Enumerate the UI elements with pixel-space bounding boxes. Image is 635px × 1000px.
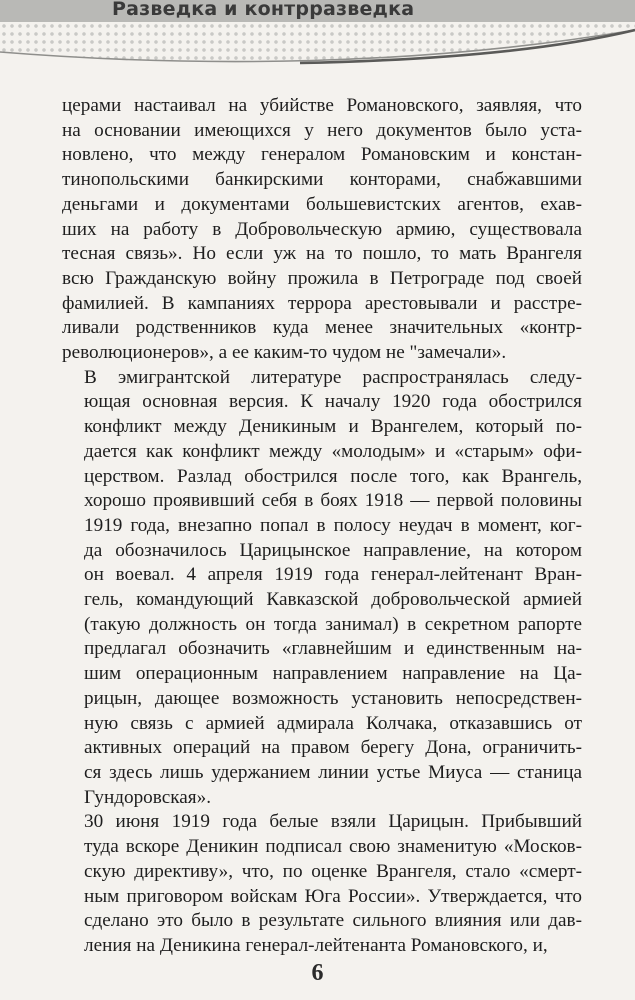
text-line: скую директиву», что, по оценке Врангеля, стало «смерт- bbox=[84, 860, 582, 882]
body-text bbox=[62, 94, 582, 959]
text-line: церством. Разлад обострился после того, как Врангель, bbox=[84, 465, 582, 487]
text-line: ным приговором войскам Юга России». Утверждается, что bbox=[84, 885, 582, 907]
text-line: фамилией. В кампаниях террора арестовывали и расстре- bbox=[62, 292, 582, 314]
text-line: Гундоровская». bbox=[84, 786, 211, 808]
paragraph bbox=[62, 94, 582, 366]
text-line: новлено, что между генералом Романовским и констан- bbox=[62, 144, 582, 166]
text-line: деньгами и документами большевистских агентов, ехав- bbox=[62, 193, 582, 215]
text-line: активных операций на правом берегу Дона, ограничить- bbox=[84, 737, 582, 759]
text-line: ших на работу в Добровольческую армию, существовала bbox=[62, 218, 582, 240]
text-line: да обозначилось Царицынское направление, на котором bbox=[84, 539, 582, 561]
text-line: хорошо проявивший себя в боях 1918 — первой половины bbox=[84, 490, 582, 512]
text-line: всю Гражданскую войну прожила в Петрограде под своей bbox=[62, 267, 582, 289]
text-line: конфликт между Деникиным и Врангелем, который по- bbox=[84, 416, 582, 438]
text-line: рицын, дающее возможность установить непосредствен- bbox=[84, 687, 582, 709]
text-line: предлагал обозначить «главнейшим и единственным на- bbox=[84, 638, 582, 660]
page-number: 6 bbox=[311, 960, 324, 986]
paragraph bbox=[62, 810, 582, 958]
text-line: он воевал. 4 апреля 1919 года генерал-лейтенант Вран- bbox=[84, 564, 582, 586]
text-line: шим операционным направлением направление на Ца- bbox=[84, 663, 582, 685]
text-line: 30 июня 1919 года белые взяли Царицын. Прибывший bbox=[84, 811, 582, 833]
text-line: ную связь с армией адмирала Колчака, отказавшись от bbox=[84, 712, 582, 734]
text-line: гель, командующий Кавказской добровольческой армией bbox=[84, 589, 582, 611]
text-line: сделано это было в результате сильного влияния или дав- bbox=[84, 910, 582, 932]
running-header bbox=[0, 0, 635, 80]
text-line: ся здесь лишь удержанием линии устье Миуса — станица bbox=[84, 761, 582, 783]
text-line: на основании имеющихся у него документов было уста- bbox=[62, 119, 582, 141]
text-line: В эмигрантской литературе распространялась следу- bbox=[84, 366, 582, 388]
text-line: туда вскоре Деникин подписал свою знаменитую «Москов- bbox=[84, 836, 582, 858]
text-line: церами настаивал на убийстве Романовского, заявляя, что bbox=[62, 95, 582, 116]
paragraph bbox=[62, 366, 582, 811]
text-line: (такую должность он тогда занимал) в секретном рапорте bbox=[84, 613, 582, 635]
text-line: ления на Деникина генерал-лейтенанта Романовского, и, bbox=[84, 934, 548, 956]
text-line: ливали родственников куда менее значительных «контр- bbox=[62, 317, 582, 339]
text-line: 1919 года, внезапно попал в полосу неудач в момент, ког- bbox=[84, 514, 582, 536]
text-line: дается как конфликт между «молодым» и «старым» офи- bbox=[84, 440, 582, 462]
text-line: ющая основная версия. К началу 1920 года обострился bbox=[84, 391, 582, 413]
text-line: тинопольскими банкирскими конторами, снабжавшими bbox=[62, 169, 582, 191]
text-line: тесная связь». Но если уж на то пошло, то мать Врангеля bbox=[62, 243, 582, 265]
text-line: революционеров», а ее каким-то чудом не "замечали». bbox=[62, 342, 507, 364]
running-header-title: Разведка и контрразведка bbox=[112, 0, 415, 20]
